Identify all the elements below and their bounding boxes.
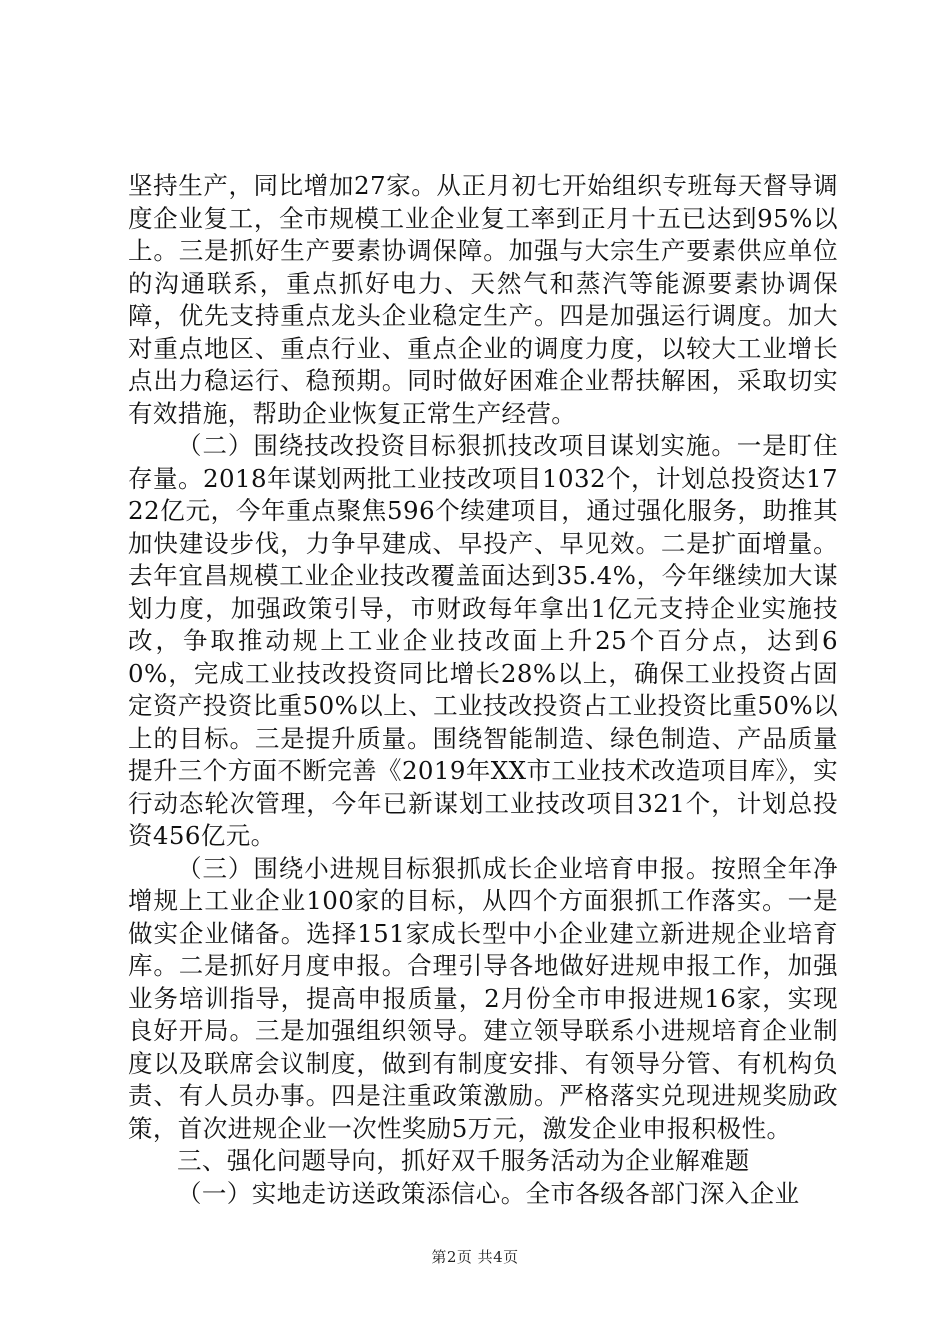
paragraph-technical-renovation: （二）围绕技改投资目标狠抓技改项目谋划实施。一是盯住存量。2018年谋划两批工业技改项目1032个，计划总投资达1722亿元，今年重点聚焦596个续建项目，通过强化服务，助推其加快建设步伐，力争早建成、早投产、早见效。二是扩面增量。去年宜昌规模工业企业技改覆盖面达到35.4%，今年继续加大谋划力度，加强政策引导，市财政每年拿出1亿元支持企业实施技改，争取推动规上工业企业技改面上升25个百分点，达到60%，完成工业技改投资同比增长28%以上，确保工业投资占固定资产投资比重50%以上、工业技改投资占工业投资比重50%以上的目标。三是提升质量。围绕智能制造、绿色制造、产品质量提升三个方面不断完善《2019年XX市工业技术改造项目库》，实行动态轮次管理，今年已新谋划工业技改项目321个，计划总投资456亿元。	[128, 431, 838, 850]
paragraph-field-visits: （一）实地走访送政策添信心。全市各级各部门深入企业	[177, 1178, 800, 1208]
document-body	[128, 170, 838, 1210]
page-footer: 第2页 共4页	[431, 1248, 519, 1266]
section-heading-three: 三、强化问题导向，抓好双千服务活动为企业解难题	[177, 1146, 750, 1175]
paragraph-enterprise-cultivation: （三）围绕小进规目标狠抓成长企业培育申报。按照全年净增规上工业企业100家的目标，从四个方面狠抓工作落实。一是做实企业储备。选择151家成长型中小企业建立新进规企业培育库。二是抓好月度申报。合理引导各地做好进规申报工作，加强业务培训指导，提高申报质量，2月份全市申报进规16家，实现良好开局。三是加强组织领导。建立领导联系小进规培育企业制度以及联席会议制度，做到有制度安排、有领导分管、有机构负责、有人员办事。四是注重政策激励。严格落实兑现进规奖励政策，首次进规企业一次性奖励5万元，激发企业申报积极性。	[128, 853, 838, 1143]
paragraph-continued: 坚持生产，同比增加27家。从正月初七开始组织专班每天督导调度企业复工，全市规模工业企业复工率到正月十五已达到95%以上。三是抓好生产要素协调保障。加强与大宗生产要素供应单位的沟通联系，重点抓好电力、天然气和蒸汽等能源要素协调保障，优先支持重点龙头企业稳定生产。四是加强运行调度。加大对重点地区、重点行业、重点企业的调度力度，以较大工业增长点出力稳运行、稳预期。同时做好困难企业帮扶解困，采取切实有效措施，帮助企业恢复正常生产经营。	[128, 171, 838, 428]
